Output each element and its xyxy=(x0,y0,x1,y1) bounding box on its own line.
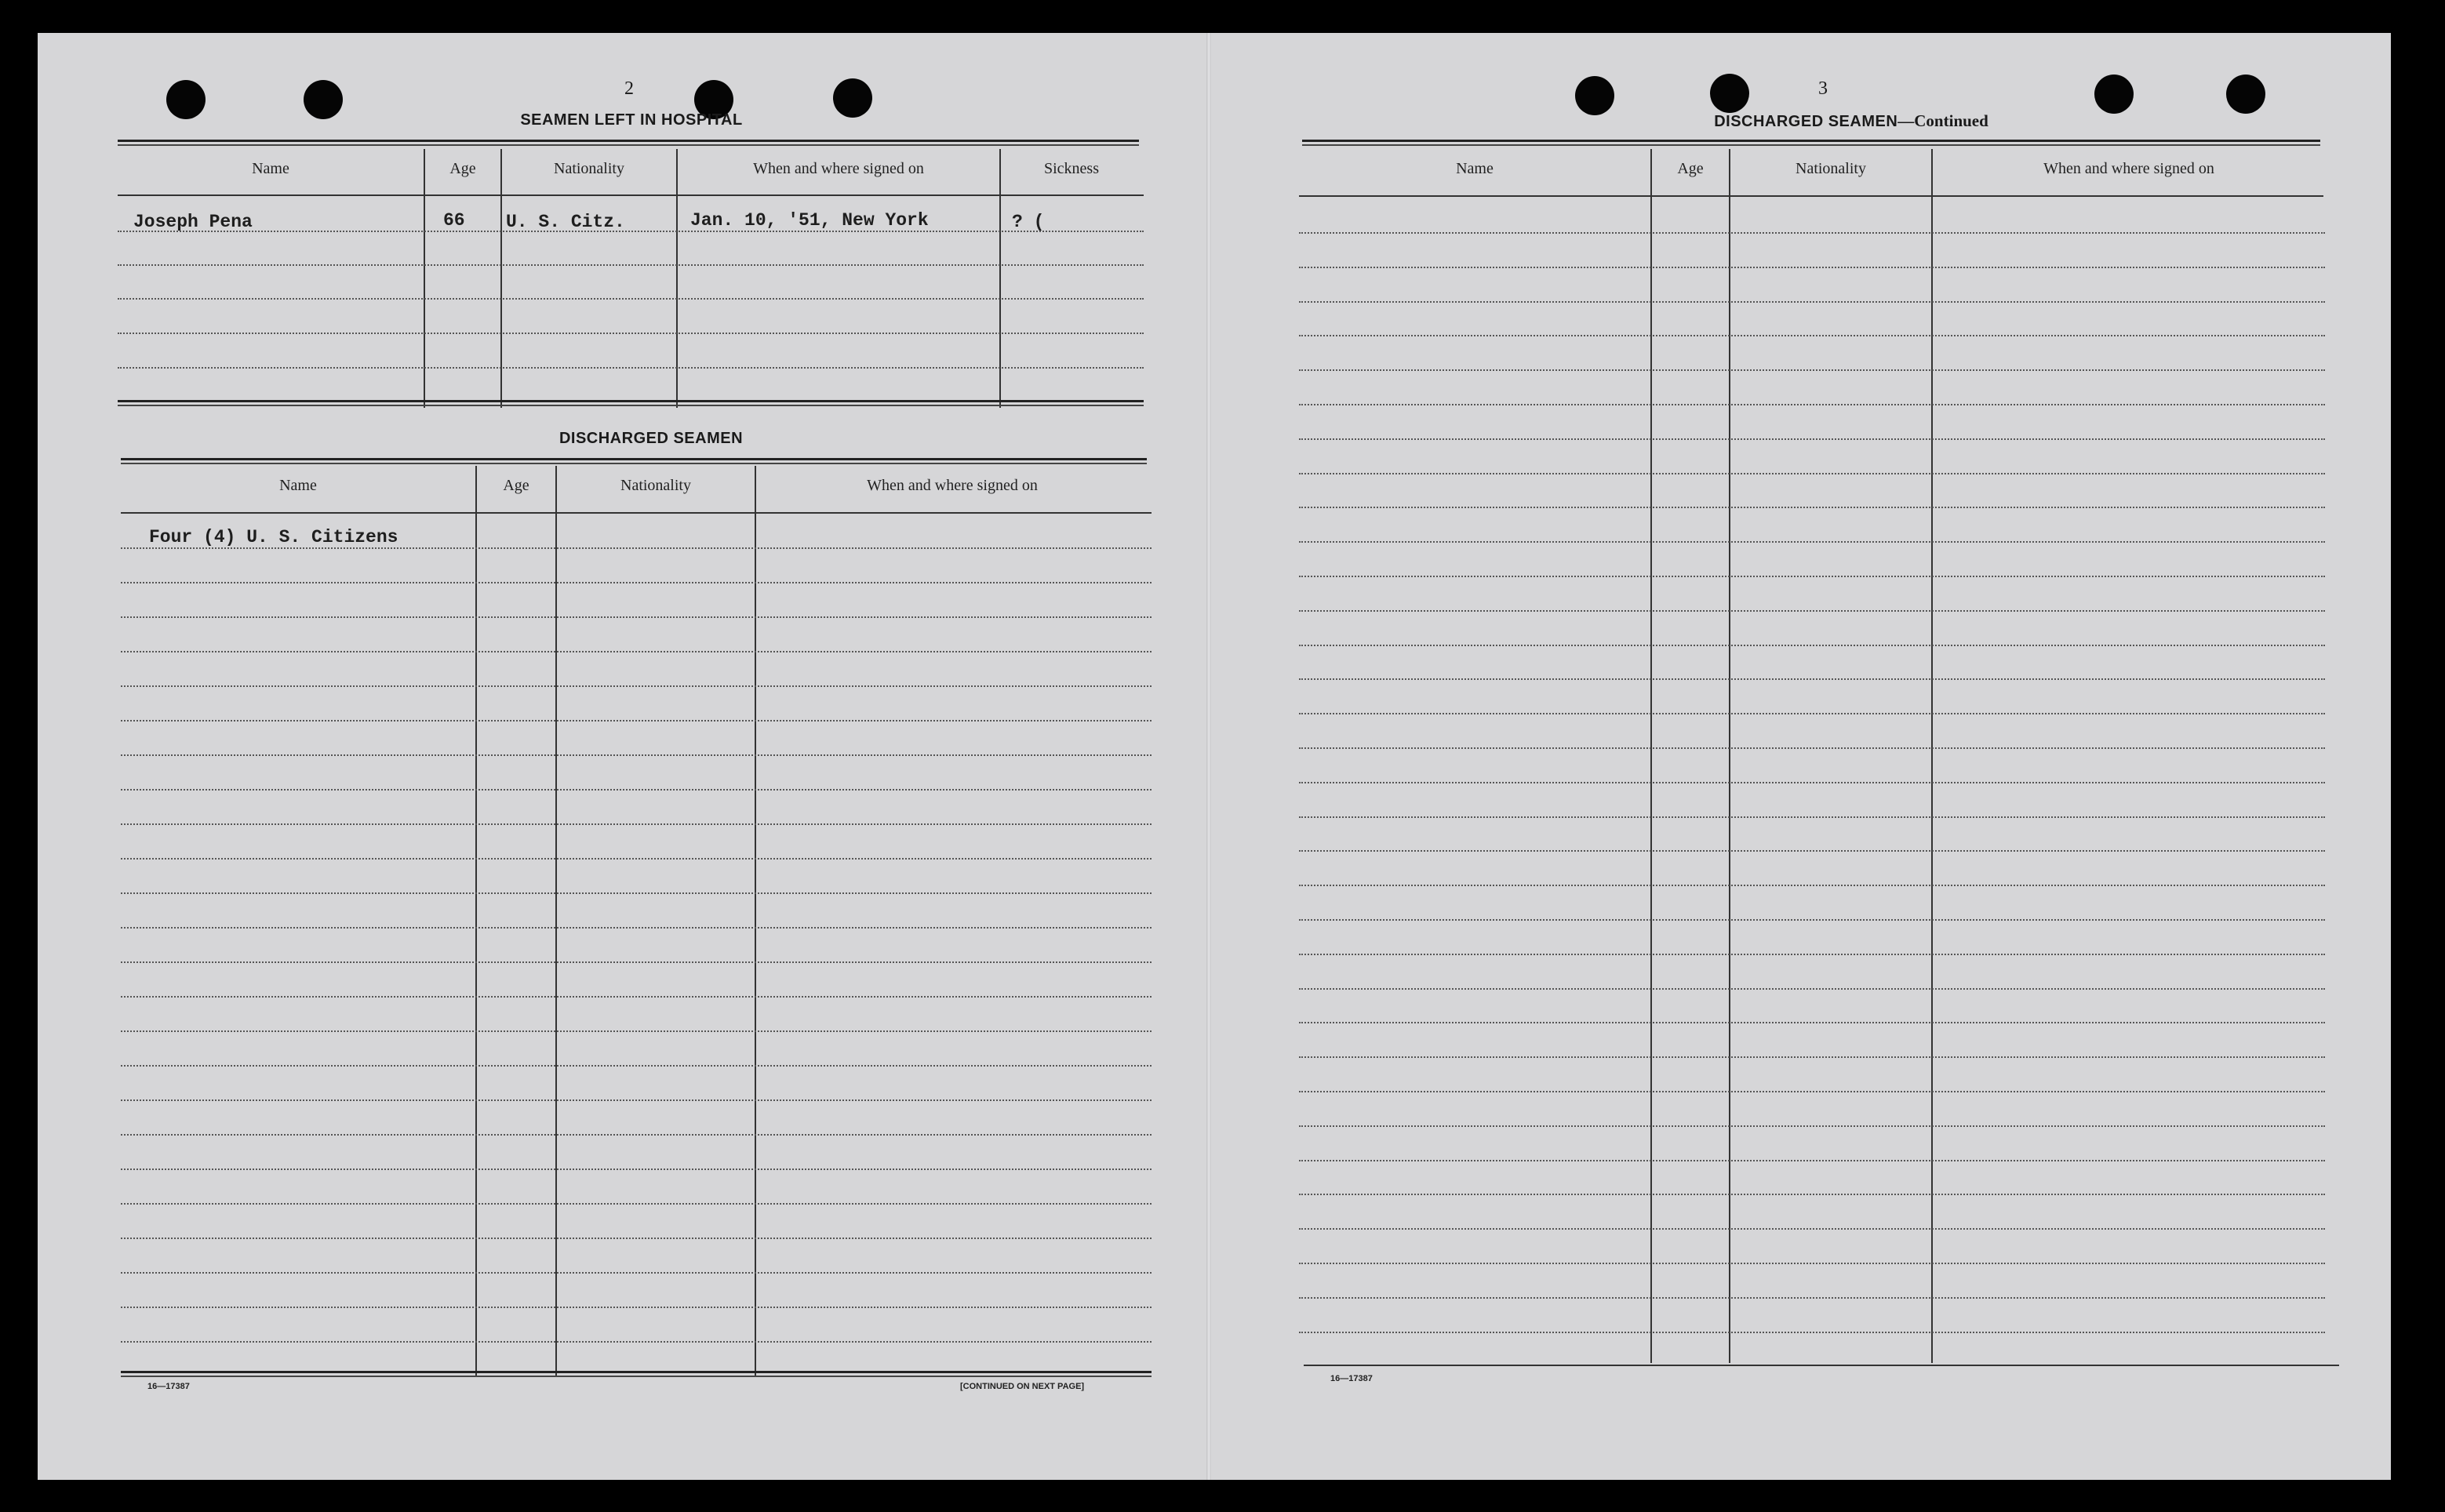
hospital-section-title: SEAMEN LEFT IN HOSPITAL xyxy=(520,111,743,129)
row-line xyxy=(121,1169,1152,1170)
row-line xyxy=(1299,1125,2325,1127)
row-line xyxy=(1299,301,2325,303)
right-header-bottom-rule xyxy=(1299,195,2323,197)
row-line xyxy=(121,1238,1152,1239)
punch-hole xyxy=(1710,74,1749,113)
row-line xyxy=(121,858,1152,860)
row-line xyxy=(121,823,1152,825)
page-number-left: 2 xyxy=(624,78,634,99)
column-divider xyxy=(555,466,557,1376)
row-line xyxy=(1299,1332,2325,1333)
column-divider xyxy=(1931,149,1933,1363)
row-line xyxy=(1299,885,2325,886)
column-divider xyxy=(475,466,477,1376)
row-line xyxy=(121,582,1152,583)
row-line xyxy=(1299,1228,2325,1230)
row-line xyxy=(121,685,1152,687)
row-line xyxy=(121,616,1152,618)
right-section-title xyxy=(1632,111,2071,131)
row-line xyxy=(121,1341,1152,1343)
column-divider xyxy=(676,149,678,408)
row-line xyxy=(1299,335,2325,336)
row-line xyxy=(121,961,1152,963)
punch-hole xyxy=(166,80,206,119)
row-line xyxy=(121,1272,1152,1274)
punch-hole xyxy=(304,80,343,119)
row-line xyxy=(1299,232,2325,234)
row-line xyxy=(118,333,1144,334)
row-line xyxy=(1299,645,2325,646)
column-divider xyxy=(500,149,502,408)
row-line xyxy=(121,1307,1152,1308)
row-line xyxy=(121,1030,1152,1032)
punch-hole xyxy=(833,78,872,118)
row-line xyxy=(1299,747,2325,749)
row-line xyxy=(1299,954,2325,955)
right-title-main: DISCHARGED SEAMEN xyxy=(1714,113,1898,130)
row-line xyxy=(121,1203,1152,1205)
discharged-header-bottom-rule xyxy=(121,512,1152,514)
discharged-table-bottom-rule xyxy=(121,1371,1152,1377)
row-line xyxy=(1299,369,2325,371)
col-header-nationality: Nationality xyxy=(554,160,624,177)
row-line xyxy=(118,231,1144,232)
row-line xyxy=(1299,678,2325,680)
row-line xyxy=(1299,404,2325,405)
column-divider xyxy=(999,149,1001,408)
row-line xyxy=(121,927,1152,929)
form-number-left: 16—17387 xyxy=(147,1382,190,1391)
hospital-table-top-rule xyxy=(118,140,1139,146)
row-line xyxy=(1299,507,2325,508)
punch-hole xyxy=(2226,75,2265,114)
table-row: ? ( xyxy=(1012,212,1045,232)
table-row: Joseph Pena xyxy=(133,212,253,232)
col-header-age: Age xyxy=(1677,160,1704,177)
row-line xyxy=(1299,988,2325,990)
row-line xyxy=(121,996,1152,998)
row-line xyxy=(1299,473,2325,474)
punch-hole xyxy=(1575,76,1614,115)
continued-note: [CONTINUED ON NEXT PAGE] xyxy=(960,1382,1085,1391)
row-line xyxy=(121,789,1152,791)
page-fold xyxy=(1206,33,1211,1480)
row-line xyxy=(121,892,1152,894)
col-header-nationality: Nationality xyxy=(620,477,691,494)
col-header-signed-on: When and where signed on xyxy=(867,477,1038,494)
row-line xyxy=(1299,1091,2325,1092)
row-line xyxy=(1299,1263,2325,1264)
col-header-age: Age xyxy=(503,477,529,494)
row-line xyxy=(1299,782,2325,783)
row-line xyxy=(118,367,1144,369)
col-header-signed-on: When and where signed on xyxy=(753,160,924,177)
row-line xyxy=(1299,850,2325,852)
row-line xyxy=(1299,1056,2325,1058)
col-header-name: Name xyxy=(279,477,317,494)
column-divider xyxy=(1650,149,1652,1363)
row-line xyxy=(121,754,1152,756)
right-title-suffix: —Continued xyxy=(1897,111,1988,130)
hospital-header-bottom-rule xyxy=(118,194,1144,196)
col-header-signed-on: When and where signed on xyxy=(2043,160,2214,177)
row-line xyxy=(121,651,1152,652)
row-line xyxy=(1299,541,2325,543)
row-line xyxy=(121,1065,1152,1067)
row-line xyxy=(1299,1194,2325,1195)
form-number-right: 16—17387 xyxy=(1330,1374,1373,1383)
row-line xyxy=(121,547,1152,549)
table-row: Four (4) U. S. Citizens xyxy=(149,527,398,547)
row-line xyxy=(118,298,1144,300)
col-header-name: Name xyxy=(1456,160,1494,177)
row-line xyxy=(1299,919,2325,921)
column-divider xyxy=(424,149,425,408)
page-number-right: 3 xyxy=(1818,78,1828,99)
col-header-sickness: Sickness xyxy=(1044,160,1099,177)
col-header-age: Age xyxy=(449,160,476,177)
row-line xyxy=(1299,713,2325,714)
row-line xyxy=(118,264,1144,266)
row-line xyxy=(1299,1022,2325,1023)
table-row: U. S. Citz. xyxy=(506,212,625,232)
punch-hole xyxy=(2094,75,2134,114)
discharged-table-top-rule xyxy=(121,458,1147,464)
row-line xyxy=(121,1099,1152,1101)
row-line xyxy=(121,1134,1152,1136)
row-line xyxy=(1299,816,2325,818)
right-table-bottom-rule xyxy=(1304,1365,2339,1366)
row-line xyxy=(1299,438,2325,440)
col-header-name: Name xyxy=(252,160,289,177)
discharged-section-title: DISCHARGED SEAMEN xyxy=(558,430,744,447)
row-line xyxy=(121,720,1152,721)
table-row: Jan. 10, '51, New York xyxy=(690,210,929,231)
column-divider xyxy=(755,466,756,1376)
column-divider xyxy=(1729,149,1730,1363)
right-table-top-rule xyxy=(1302,140,2320,146)
row-line xyxy=(1299,267,2325,268)
table-row: 66 xyxy=(443,210,465,231)
row-line xyxy=(1299,576,2325,577)
row-line xyxy=(1299,1297,2325,1299)
hospital-table-bottom-rule xyxy=(118,400,1144,406)
row-line xyxy=(1299,1160,2325,1161)
col-header-nationality: Nationality xyxy=(1796,160,1866,177)
row-line xyxy=(1299,610,2325,612)
